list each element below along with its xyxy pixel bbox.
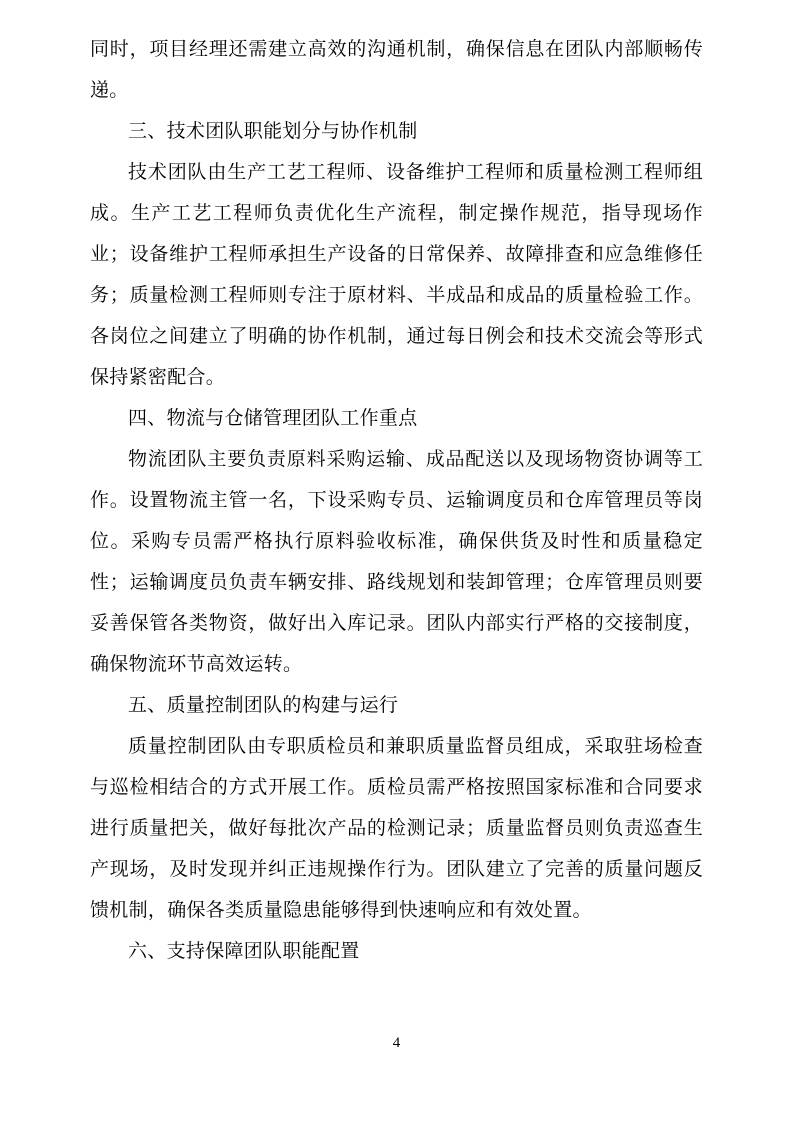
page-content — [90, 29, 703, 972]
page-number: 4 — [392, 1035, 401, 1051]
section-heading-3: 三、技术团队职能划分与协作机制 — [128, 121, 418, 142]
section-heading-6: 六、支持保障团队职能配置 — [128, 941, 360, 962]
paragraph: 质量控制团队由专职质检员和兼职质量监督员组成，采取驻场检查与巡检相结合的方式开展工作。质检员需严格按照国家标准和合同要求进行质量把关，做好每批次产品的检测记录；质量监督员则负责巡查生产现场，及时发现并纠正违规操作行为。团队建立了完善的质量问题反馈机制，确保各类质量隐患能够得到快速响应和有效处置。 — [90, 736, 703, 921]
paragraph: 物流团队主要负责原料采购运输、成品配送以及现场物资协调等工作。设置物流主管一名，下设采购专员、运输调度员和仓库管理员等岗位。采购专员需严格执行原料验收标准，确保供货及时性和质量稳定性；运输调度员负责车辆安排、路线规划和装卸管理；仓库管理员则要妥善保管各类物资，做好出入库记录。团队内部实行严格的交接制度，确保物流环节高效运转。 — [90, 449, 703, 675]
paragraph: 技术团队由生产工艺工程师、设备维护工程师和质量检测工程师组成。生产工艺工程师负责优化生产流程，制定操作规范，指导现场作业；设备维护工程师承担生产设备的日常保养、故障排查和应急维修任务；质量检测工程师则专注于原材料、半成品和成品的质量检验工作。各岗位之间建立了明确的协作机制，通过每日例会和技术交流会等形式保持紧密配合。 — [90, 162, 703, 388]
section-heading-4: 四、物流与仓储管理团队工作重点 — [128, 408, 418, 429]
paragraph-continuation: 同时，项目经理还需建立高效的沟通机制，确保信息在团队内部顺畅传递。 — [90, 39, 703, 101]
section-heading-5: 五、质量控制团队的构建与运行 — [128, 695, 399, 716]
